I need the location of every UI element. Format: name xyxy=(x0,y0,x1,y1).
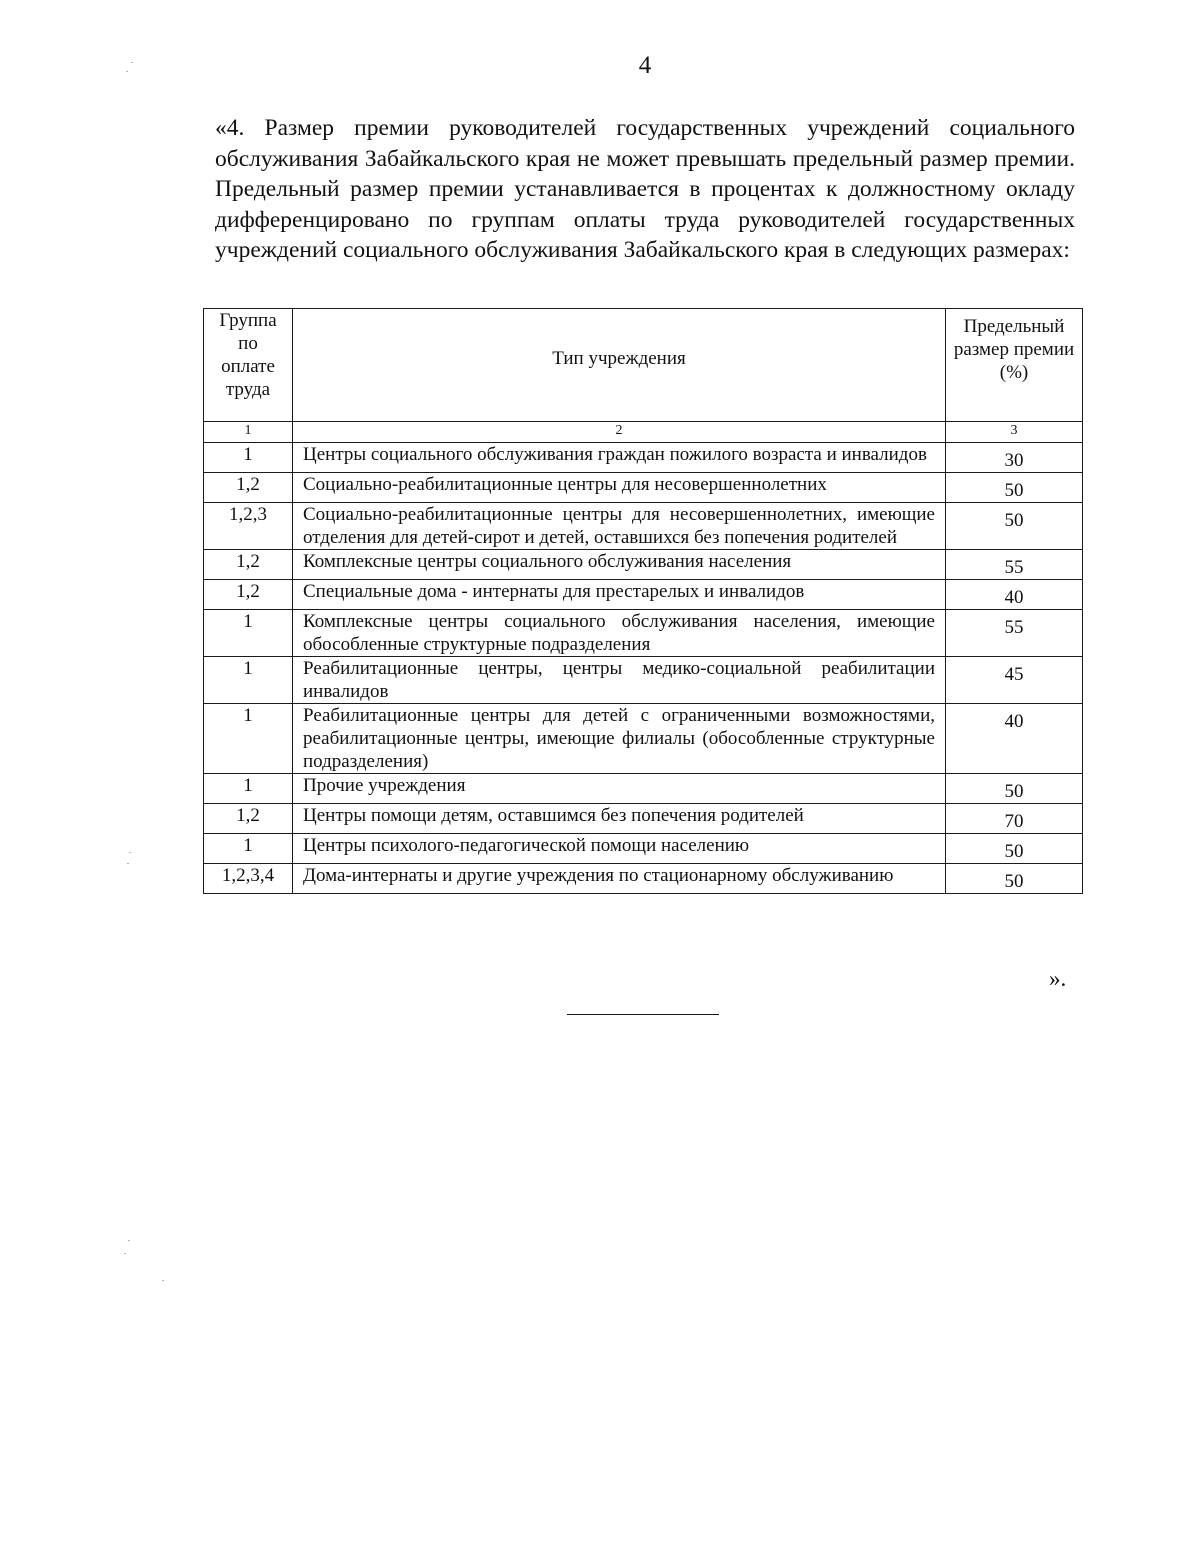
cell-group: 1 xyxy=(204,657,293,704)
end-rule-divider xyxy=(567,1014,719,1015)
cell-limit: 50 xyxy=(946,473,1083,503)
table-row xyxy=(204,657,1083,704)
cell-group: 1 xyxy=(204,704,293,774)
header-group: Группа по оплате труда xyxy=(204,309,293,422)
closing-quote: ». xyxy=(1049,966,1067,991)
scan-speck xyxy=(126,71,128,72)
table-row xyxy=(204,864,1083,894)
cell-limit: 50 xyxy=(946,834,1083,864)
cell-limit: 40 xyxy=(946,704,1083,774)
table-row xyxy=(204,704,1083,774)
cell-group: 1 xyxy=(204,443,293,473)
cell-institution-type: Центры социального обслуживания граждан пожилого возраста и инвалидов xyxy=(293,443,946,473)
table-row xyxy=(204,443,1083,473)
table-row xyxy=(204,550,1083,580)
cell-group: 1,2 xyxy=(204,804,293,834)
cell-institution-type: Специальные дома - интернаты для престарелых и инвалидов xyxy=(293,580,946,610)
scan-speck xyxy=(128,1240,130,1241)
scan-speck xyxy=(124,1253,126,1254)
cell-limit: 50 xyxy=(946,774,1083,804)
table-row xyxy=(204,580,1083,610)
header-limit: Предельный размер премии (%) xyxy=(946,309,1083,422)
cell-limit: 30 xyxy=(946,443,1083,473)
scan-speck xyxy=(127,863,129,864)
cell-limit: 50 xyxy=(946,864,1083,894)
cell-institution-type: Комплексные центры социального обслуживания населения, имеющие обособленные структурные подразделения xyxy=(293,610,946,657)
column-number: 3 xyxy=(946,422,1083,443)
cell-group: 1,2 xyxy=(204,473,293,503)
cell-institution-type: Реабилитационные центры, центры медико-социальной реабилитации инвалидов xyxy=(293,657,946,704)
cell-institution-type: Центры психолого-педагогической помощи населению xyxy=(293,834,946,864)
table-row xyxy=(204,473,1083,503)
cell-institution-type: Социально-реабилитационные центры для несовершеннолетних, имеющие отделения для детей-сирот и детей, оставшихся без попечения родителей xyxy=(293,503,946,550)
header-type: Тип учреждения xyxy=(293,309,946,422)
cell-institution-type: Дома-интернаты и другие учреждения по стационарному обслуживанию xyxy=(293,864,946,894)
cell-group: 1 xyxy=(204,774,293,804)
table-row xyxy=(204,774,1083,804)
page-number: 4 xyxy=(638,52,652,79)
cell-limit: 70 xyxy=(946,804,1083,834)
table-body xyxy=(204,309,1083,894)
intro-paragraph: «4. Размер премии руководителей государственных учреждений социального обслуживания Забайкальского края не может превышать предельный размер премии. Предельный размер премии устанавливается в процентах к должностному окладу дифференцировано по группам оплаты труда руководителей государственных учреждений социального обслуживания Забайкальского края в следующих размерах: xyxy=(215,115,1075,263)
cell-limit: 55 xyxy=(946,550,1083,580)
table-row xyxy=(204,503,1083,550)
table-row xyxy=(204,834,1083,864)
cell-institution-type: Комплексные центры социального обслуживания населения xyxy=(293,550,946,580)
cell-group: 1 xyxy=(204,610,293,657)
cell-limit: 55 xyxy=(946,610,1083,657)
cell-limit: 50 xyxy=(946,503,1083,550)
cell-limit: 40 xyxy=(946,580,1083,610)
cell-group: 1 xyxy=(204,834,293,864)
cell-group: 1,2,3 xyxy=(204,503,293,550)
cell-institution-type: Прочие учреждения xyxy=(293,774,946,804)
cell-institution-type: Центры помощи детям, оставшимся без попечения родителей xyxy=(293,804,946,834)
scan-speck xyxy=(129,852,131,853)
cell-group: 1,2 xyxy=(204,550,293,580)
cell-group: 1,2,3,4 xyxy=(204,864,293,894)
table-row xyxy=(204,804,1083,834)
cell-institution-type: Реабилитационные центры для детей с ограниченными возможностями, реабилитационные центры, имеющие филиалы (обособленные структурные подразделения) xyxy=(293,704,946,774)
bonus-limits-table xyxy=(203,308,1083,894)
column-number: 2 xyxy=(293,422,946,443)
table-header-row xyxy=(204,309,1083,422)
cell-limit: 45 xyxy=(946,657,1083,704)
column-number-row xyxy=(204,422,1083,443)
cell-institution-type: Социально-реабилитационные центры для несовершеннолетних xyxy=(293,473,946,503)
table-row xyxy=(204,610,1083,657)
scan-speck xyxy=(162,1280,164,1281)
scan-speck xyxy=(131,62,133,63)
column-number: 1 xyxy=(204,422,293,443)
cell-group: 1,2 xyxy=(204,580,293,610)
